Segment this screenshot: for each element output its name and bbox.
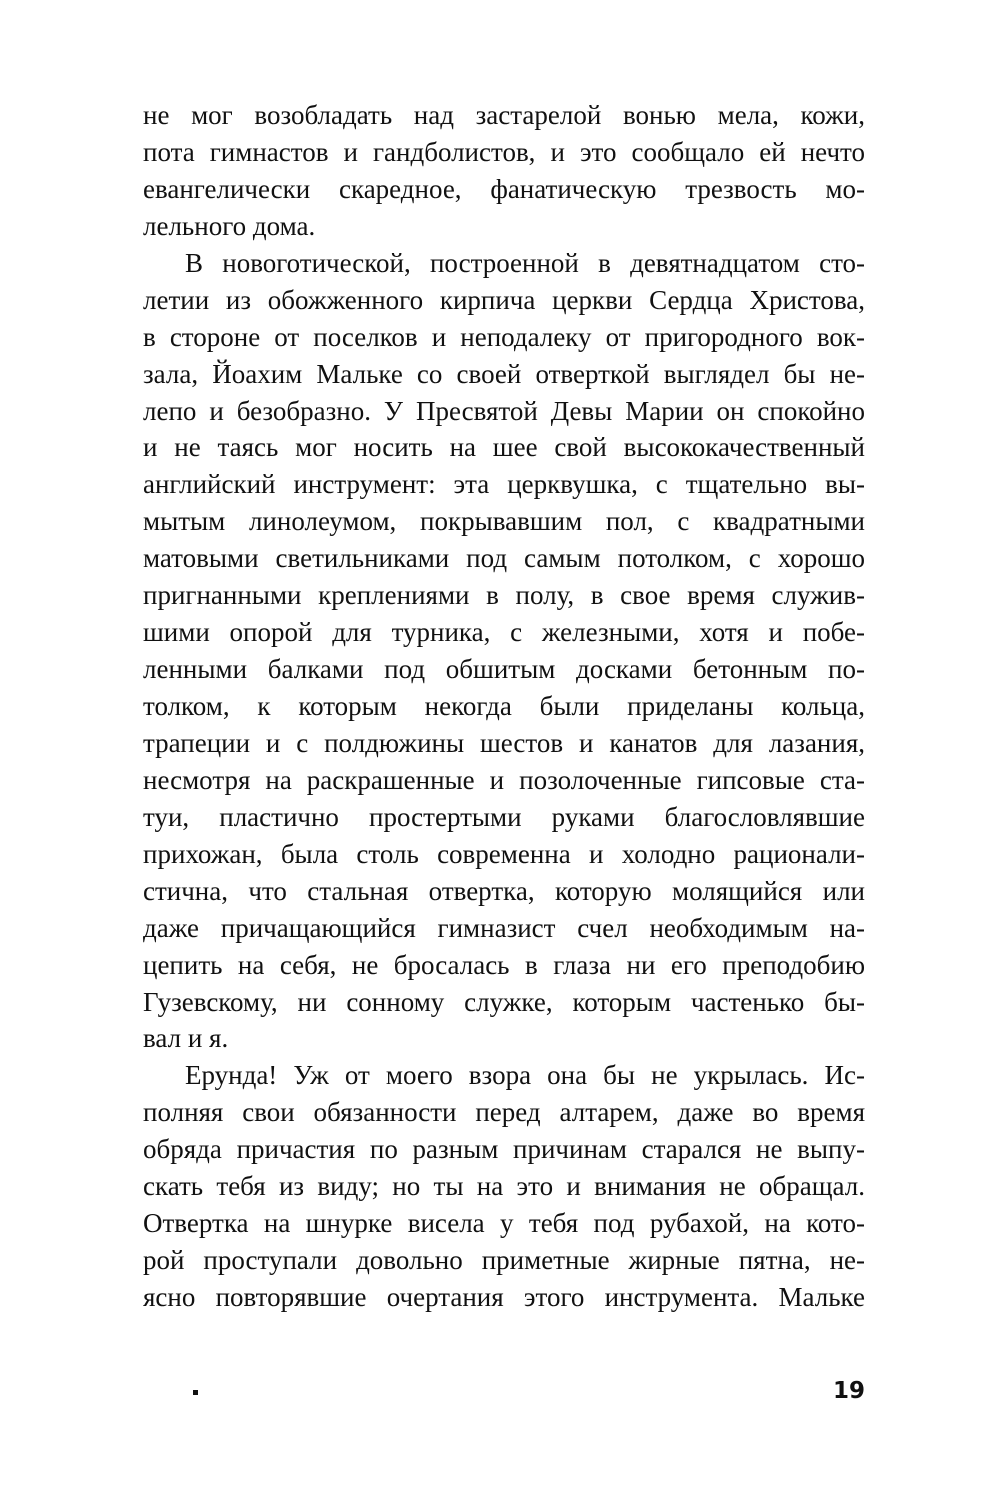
text-line: Ерунда! Уж от моего взора она бы не укрылась. Ис- xyxy=(185,1060,865,1091)
text-line: полняя свои обязанности перед алтарем, даже во время xyxy=(143,1097,865,1128)
text-line: мытым линолеумом, покрывавшим пол, с квадратными xyxy=(143,506,865,537)
text-line: пота гимнастов и гандболистов, и это сообщало ей нечто xyxy=(143,136,865,167)
text-line: даже причащающийся гимназист счел необходимым на- xyxy=(143,912,865,943)
text-line: зала, Йоахим Мальке со своей отверткой выглядел бы не- xyxy=(143,358,865,389)
text-line: ясно повторявшие очертания этого инструмента. Мальке xyxy=(143,1282,865,1312)
text-line: летии из обожженного кирпича церкви Сердца Христова, xyxy=(143,284,865,315)
text-line: Отвертка на шнурке висела у тебя под рубахой, на кото- xyxy=(143,1208,865,1239)
text-line: вал и я. xyxy=(143,1023,229,1054)
text-line: матовыми светильниками под самым потолком, с хорошо xyxy=(143,543,865,574)
page-number: 19 xyxy=(832,1378,865,1404)
text-line: трапеции и с полдюжины шестов и канатов для лазания, xyxy=(143,727,865,758)
text-line: не мог возобладать над застарелой вонью мела, кожи, xyxy=(143,100,865,130)
paragraph-3 xyxy=(143,1057,865,1316)
text-line: в стороне от поселков и неподалеку от пригородного вок- xyxy=(143,321,865,352)
text-line: лепо и безобразно. У Пресвятой Девы Марии он спокойно xyxy=(143,395,865,426)
body-text xyxy=(143,97,865,1316)
text-line: и не таясь мог носить на шее свой высококачественный xyxy=(143,432,865,463)
text-line: скать тебя из виду; но ты на это и внимания не обращал. xyxy=(143,1171,865,1202)
text-line: шими опорой для турника, с железными, хотя и побе- xyxy=(143,617,865,648)
text-line: обряда причастия по разным причинам старался не выпу- xyxy=(143,1134,865,1165)
text-line: евангелически скаредное, фанатическую трезвость мо- xyxy=(143,173,865,204)
text-line: прихожан, была столь современна и холодно рационали- xyxy=(143,838,865,869)
text-line: пригнанными креплениями в полу, в свое время служив- xyxy=(143,580,865,611)
text-line: туи, пластично простертыми руками благословлявшие xyxy=(143,801,865,832)
text-line: несмотря на раскрашенные и позолоченные гипсовые ста- xyxy=(143,764,865,795)
paragraph-2 xyxy=(143,245,865,1058)
text-line: В новоготической, построенной в девятнадцатом сто- xyxy=(185,247,865,278)
text-line: английский инструмент: эта церквушка, с тщательно вы- xyxy=(143,469,865,500)
text-line: рой проступали довольно приметные жирные пятна, не- xyxy=(143,1245,865,1276)
text-line: толком, к которым некогда были приделаны кольца, xyxy=(143,691,865,721)
footer-dot-mark xyxy=(193,1390,198,1395)
text-line: Гузевскому, ни сонному служке, которым частенько бы- xyxy=(143,986,865,1017)
text-line: цепить на себя, не бросалась в глаза ни его преподобию xyxy=(143,949,865,980)
paragraph-1 xyxy=(143,97,865,245)
text-line: ленными балками под обшитым досками бетонным по- xyxy=(143,654,865,685)
text-line: стична, что стальная отвертка, которую молящийся или xyxy=(143,875,865,906)
text-line: лельного дома. xyxy=(143,210,316,241)
